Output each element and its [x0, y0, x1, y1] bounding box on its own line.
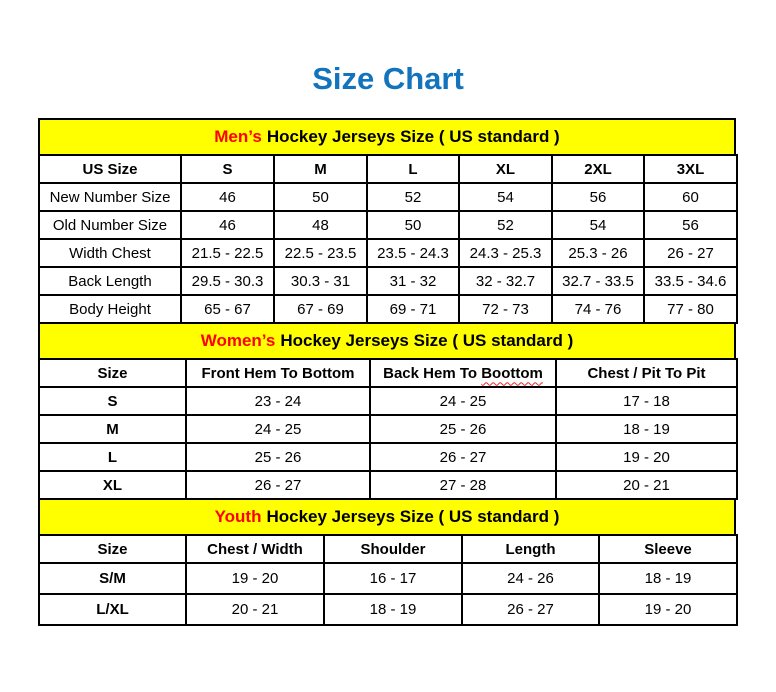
mens-size-table: [38, 154, 738, 324]
size-value-cell: 23.5 - 24.3: [367, 239, 459, 267]
row-label: Back Length: [39, 267, 181, 295]
womens-band-text: Hockey Jerseys Size ( US standard ): [280, 331, 574, 350]
misspelled-word-squiggle: Boottom: [481, 364, 543, 382]
size-value-cell: 54: [459, 183, 552, 211]
col-header-size: Size: [39, 359, 186, 387]
table-row: [39, 594, 737, 625]
mens-highlight-label: Men’s: [214, 127, 262, 146]
row-label: S/M: [39, 563, 186, 594]
size-value-cell: 21.5 - 22.5: [181, 239, 274, 267]
table-row: [39, 239, 737, 267]
size-value-cell: 67 - 69: [274, 295, 367, 323]
size-value-cell: 18 - 19: [324, 594, 462, 625]
row-label: L: [39, 443, 186, 471]
col-header-length: Length: [462, 535, 599, 563]
size-value-cell: 31 - 32: [367, 267, 459, 295]
size-value-cell: 19 - 20: [556, 443, 737, 471]
youth-size-table: [38, 534, 738, 626]
row-label: L/XL: [39, 594, 186, 625]
size-value-cell: 19 - 20: [599, 594, 737, 625]
table-row: [39, 443, 737, 471]
size-value-cell: 20 - 21: [556, 471, 737, 499]
size-value-cell: 52: [459, 211, 552, 239]
table-row: [39, 267, 737, 295]
col-header-l: L: [367, 155, 459, 183]
size-value-cell: 17 - 18: [556, 387, 737, 415]
size-value-cell: 27 - 28: [370, 471, 556, 499]
row-label: XL: [39, 471, 186, 499]
youth-header-row: [39, 535, 737, 563]
mens-section-header: [38, 118, 736, 156]
table-row: [39, 183, 737, 211]
size-value-cell: 56: [644, 211, 737, 239]
womens-highlight-label: Women’s: [200, 331, 276, 350]
table-row: [39, 387, 737, 415]
womens-section-header: [38, 322, 736, 360]
size-value-cell: 16 - 17: [324, 563, 462, 594]
row-label: Old Number Size: [39, 211, 181, 239]
size-value-cell: 25 - 26: [370, 415, 556, 443]
youth-highlight-label: Youth: [214, 507, 262, 526]
size-value-cell: 77 - 80: [644, 295, 737, 323]
row-label: S: [39, 387, 186, 415]
size-value-cell: 33.5 - 34.6: [644, 267, 737, 295]
size-value-cell: 24.3 - 25.3: [459, 239, 552, 267]
size-value-cell: 69 - 71: [367, 295, 459, 323]
size-value-cell: 25.3 - 26: [552, 239, 644, 267]
col-header-s: S: [181, 155, 274, 183]
col-header-chest-pit: Chest / Pit To Pit: [556, 359, 737, 387]
table-row: [39, 415, 737, 443]
size-value-cell: 52: [367, 183, 459, 211]
size-value-cell: 18 - 19: [556, 415, 737, 443]
size-value-cell: 46: [181, 183, 274, 211]
youth-band-text: Hockey Jerseys Size ( US standard ): [266, 507, 560, 526]
col-header-front-hem: Front Hem To Bottom: [186, 359, 370, 387]
row-label: New Number Size: [39, 183, 181, 211]
size-value-cell: 25 - 26: [186, 443, 370, 471]
col-header-3xl: 3XL: [644, 155, 737, 183]
size-value-cell: 50: [367, 211, 459, 239]
size-value-cell: 24 - 26: [462, 563, 599, 594]
col-header-m: M: [274, 155, 367, 183]
youth-section-header: [38, 498, 736, 536]
col-header-sleeve: Sleeve: [599, 535, 737, 563]
table-row: [39, 295, 737, 323]
table-row: [39, 211, 737, 239]
col-header-us-size: US Size: [39, 155, 181, 183]
back-hem-prefix: Back Hem To: [383, 364, 482, 382]
size-value-cell: 32 - 32.7: [459, 267, 552, 295]
size-value-cell: 56: [552, 183, 644, 211]
size-value-cell: 26 - 27: [186, 471, 370, 499]
table-row: [39, 563, 737, 594]
size-value-cell: 54: [552, 211, 644, 239]
size-value-cell: 23 - 24: [186, 387, 370, 415]
size-value-cell: 26 - 27: [370, 443, 556, 471]
row-label: Width Chest: [39, 239, 181, 267]
size-value-cell: 48: [274, 211, 367, 239]
page-title: Size Chart: [312, 61, 464, 96]
size-value-cell: 74 - 76: [552, 295, 644, 323]
col-header-size: Size: [39, 535, 186, 563]
size-chart: [38, 118, 736, 626]
size-value-cell: 18 - 19: [599, 563, 737, 594]
size-value-cell: 19 - 20: [186, 563, 324, 594]
size-value-cell: 65 - 67: [181, 295, 274, 323]
size-value-cell: 30.3 - 31: [274, 267, 367, 295]
mens-band-text: Hockey Jerseys Size ( US standard ): [266, 127, 560, 146]
col-header-xl: XL: [459, 155, 552, 183]
row-label: Body Height: [39, 295, 181, 323]
size-value-cell: 24 - 25: [370, 387, 556, 415]
size-value-cell: 29.5 - 30.3: [181, 267, 274, 295]
col-header-chest-width: Chest / Width: [186, 535, 324, 563]
table-row: [39, 471, 737, 499]
size-value-cell: 22.5 - 23.5: [274, 239, 367, 267]
size-value-cell: 50: [274, 183, 367, 211]
womens-size-table: [38, 358, 738, 500]
size-value-cell: 72 - 73: [459, 295, 552, 323]
col-header-shoulder: Shoulder: [324, 535, 462, 563]
size-value-cell: 26 - 27: [644, 239, 737, 267]
col-header-2xl: 2XL: [552, 155, 644, 183]
size-value-cell: 24 - 25: [186, 415, 370, 443]
col-header-back-hem: [370, 359, 556, 387]
size-value-cell: 20 - 21: [186, 594, 324, 625]
size-value-cell: 46: [181, 211, 274, 239]
size-value-cell: 60: [644, 183, 737, 211]
womens-header-row: [39, 359, 737, 387]
size-value-cell: 26 - 27: [462, 594, 599, 625]
mens-header-row: [39, 155, 737, 183]
size-value-cell: 32.7 - 33.5: [552, 267, 644, 295]
row-label: M: [39, 415, 186, 443]
